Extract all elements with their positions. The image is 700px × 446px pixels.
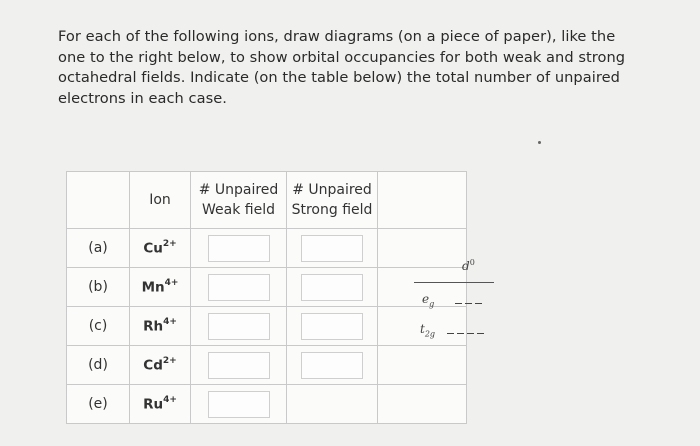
ion-symbol: Cd [143, 357, 163, 374]
row-ion [130, 307, 191, 346]
t2g-orbital-line [477, 333, 484, 334]
prompt-line-3: octahedral fields. Indicate (on the table below) the total number of unpaired [58, 69, 620, 86]
weak-field-input[interactable] [208, 235, 270, 262]
row-ion [130, 346, 191, 385]
row-label: (d) [67, 346, 130, 385]
question-prompt [58, 27, 658, 109]
ion-charge: 4+ [163, 394, 177, 405]
weak-cell [191, 307, 287, 346]
prompt-line-2: one to the right below, to show orbital occupancies for both weak and strong [58, 48, 626, 66]
ion-symbol: Cu [143, 240, 163, 257]
baseline-rule [414, 282, 494, 283]
ion-charge: 2+ [162, 355, 177, 366]
weak-cell [191, 346, 287, 385]
strong-cell [287, 346, 378, 385]
strong-field-input[interactable] [301, 352, 363, 379]
eg-letter: e [422, 292, 430, 306]
t2g-label [420, 322, 435, 338]
t2g-orbital-line [467, 333, 474, 334]
extra-cell [378, 346, 467, 385]
table-row [67, 385, 467, 424]
prompt-line-4: electrons in each case. [58, 89, 227, 107]
row-label: (c) [67, 307, 130, 346]
header-weak-line2: Weak field [202, 202, 275, 218]
strong-field-input[interactable] [301, 274, 363, 301]
d0-label [462, 258, 475, 273]
row-label: (b) [67, 268, 130, 307]
header-strong-line1: # Unpaired [292, 182, 372, 198]
row-ion [130, 385, 191, 424]
weak-cell [191, 268, 287, 307]
weak-field-input[interactable] [208, 274, 270, 301]
strong-cell [287, 307, 378, 346]
prompt-line-1: For each of the following ions, draw diagrams (on a piece of paper), like the [58, 28, 616, 45]
ion-symbol: Ru [143, 396, 164, 413]
ion-symbol: Rh [143, 318, 164, 335]
row-ion [130, 229, 191, 268]
eg-orbital-line [475, 303, 482, 304]
ion-charge: 2+ [162, 238, 177, 249]
t2g-orbital-line [447, 333, 454, 334]
eg-label [422, 292, 434, 308]
table-header-row [67, 172, 467, 229]
weak-cell [191, 385, 287, 424]
weak-field-input[interactable] [208, 391, 270, 418]
header-strong-field [287, 172, 378, 229]
strong-field-input[interactable] [301, 235, 363, 262]
table-row [67, 346, 467, 385]
strong-cell [287, 268, 378, 307]
ion-charge: 4+ [163, 316, 177, 327]
extra-cell [378, 385, 467, 424]
header-ion: Ion [130, 172, 191, 229]
ion-charge: 4+ [164, 277, 179, 288]
eg-orbital-line [465, 303, 472, 304]
strong-field-input[interactable] [301, 313, 363, 340]
weak-cell [191, 229, 287, 268]
eg-orbital-line [455, 303, 462, 304]
stray-dot [538, 141, 541, 144]
weak-field-input[interactable] [208, 313, 270, 340]
strong-cell [287, 229, 378, 268]
row-label: (a) [67, 229, 130, 268]
orbital-splitting-diagram [400, 250, 500, 350]
t2g-letter: t [420, 322, 425, 336]
header-strong-line2: Strong field [291, 202, 373, 218]
weak-field-input[interactable] [208, 352, 270, 379]
header-extra-cell [378, 172, 467, 229]
row-ion [130, 268, 191, 307]
d-letter: d [462, 259, 470, 273]
t2g-subscript: 2g [424, 329, 436, 339]
eg-subscript: g [429, 299, 435, 309]
t2g-orbital-line [457, 333, 464, 334]
header-weak-field [191, 172, 287, 229]
strong-cell [287, 385, 378, 424]
ion-symbol: Mn [141, 279, 165, 296]
d-superscript: 0 [469, 258, 475, 267]
header-blank-cell [67, 172, 130, 229]
header-weak-line1: # Unpaired [198, 182, 279, 198]
row-label: (e) [67, 385, 130, 424]
